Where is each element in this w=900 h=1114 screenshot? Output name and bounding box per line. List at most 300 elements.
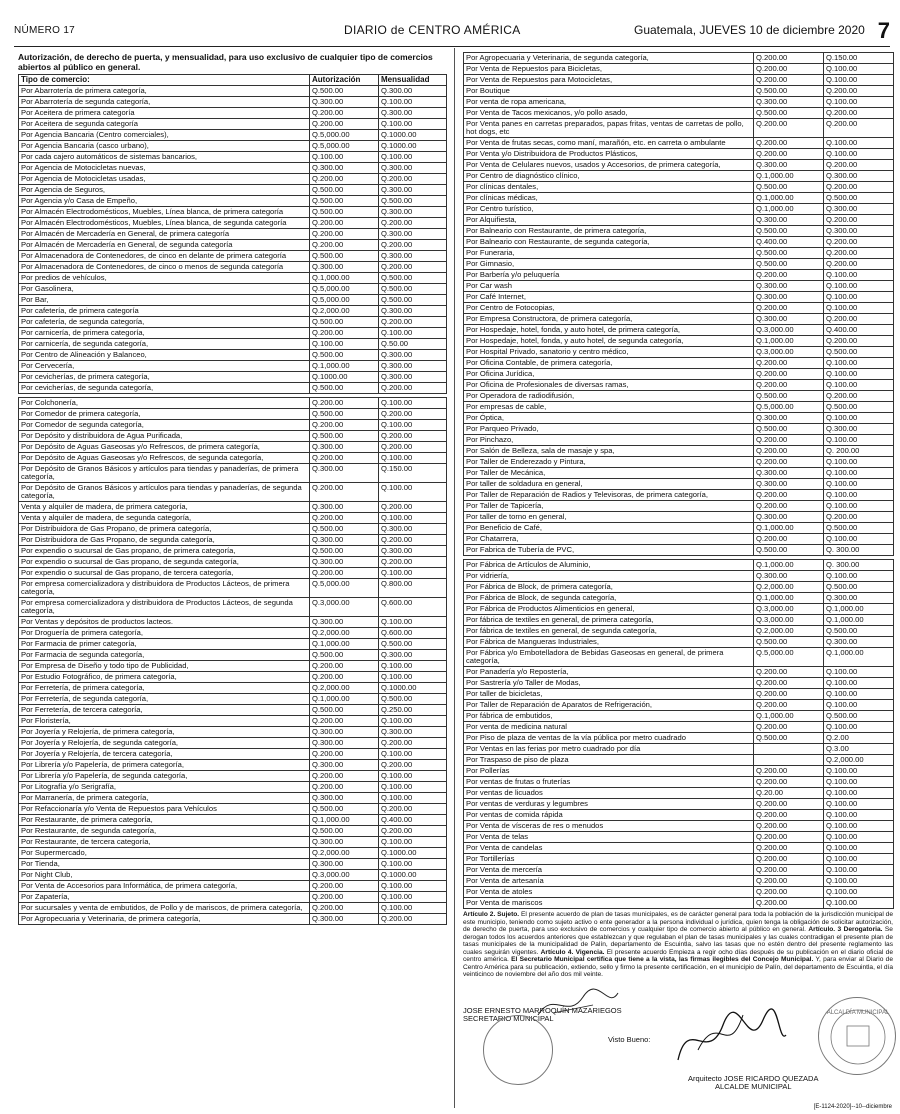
cell-authorization: Q.300.00 <box>310 557 379 568</box>
cell-monthly: Q.200.00 <box>379 383 447 394</box>
table-row <box>19 295 447 306</box>
cell-authorization: Q.500.00 <box>310 546 379 557</box>
cell-authorization: Q.300.00 <box>310 535 379 546</box>
cell-monthly: Q.100.00 <box>379 483 447 502</box>
mayor-name: Arquitecto JOSE RICARDO QUEZADA <box>688 1073 819 1083</box>
cell-monthly: Q.100.00 <box>824 876 894 887</box>
cell-authorization: Q.300.00 <box>754 292 824 303</box>
table-row <box>464 160 894 171</box>
cell-authorization: Q.200.00 <box>310 749 379 760</box>
cell-commerce-type: Por Restaurante, de primera categoría, <box>19 815 310 826</box>
cell-authorization: Q.3,000.00 <box>310 870 379 881</box>
table-row <box>19 431 447 442</box>
cell-authorization: Q.300.00 <box>754 571 824 582</box>
cell-commerce-type: Por venta de ropa americana, <box>464 97 754 108</box>
cell-monthly: Q.150.00 <box>824 53 894 64</box>
table-row <box>464 854 894 865</box>
cell-authorization: Q.1000.00 <box>310 372 379 383</box>
publication-code: [E-1124-2020]--10--diciembre <box>813 1104 892 1110</box>
mayor-seal <box>818 997 896 1075</box>
cell-commerce-type: Por Fábrica de Block, de segunda categoría, <box>464 593 754 604</box>
table-row <box>464 615 894 626</box>
table-row <box>19 716 447 727</box>
cell-commerce-type: Por Venta de candelas <box>464 843 754 854</box>
cell-commerce-type: Por Taller de Reparación de Aparatos de Refrigeración, <box>464 700 754 711</box>
cell-monthly: Q.100.00 <box>379 793 447 804</box>
table-row <box>464 457 894 468</box>
cell-monthly: Q.200.00 <box>379 535 447 546</box>
cell-commerce-type: Por Venta de mariscos <box>464 898 754 909</box>
table-row <box>464 171 894 182</box>
cell-monthly: Q.300.00 <box>379 650 447 661</box>
cell-commerce-type: Por Óptica, <box>464 413 754 424</box>
cell-authorization: Q.2,000.00 <box>310 683 379 694</box>
cell-monthly: Q.150.00 <box>379 464 447 483</box>
cell-monthly: Q.100.00 <box>824 810 894 821</box>
cell-commerce-type: Por Tienda, <box>19 859 310 870</box>
table-row <box>464 490 894 501</box>
cell-commerce-type: Por ventas de licuados <box>464 788 754 799</box>
table-row <box>464 435 894 446</box>
cell-monthly: Q.500.00 <box>824 582 894 593</box>
cell-authorization: Q.500.00 <box>754 226 824 237</box>
table-row <box>464 593 894 604</box>
table-row <box>464 648 894 667</box>
cell-authorization: Q.1,000.00 <box>754 204 824 215</box>
cell-monthly: Q.100.00 <box>379 617 447 628</box>
cell-authorization: Q.20.00 <box>754 788 824 799</box>
cell-authorization: Q.200.00 <box>754 887 824 898</box>
cell-monthly: Q.600.00 <box>379 598 447 617</box>
cell-monthly: Q.100.00 <box>824 667 894 678</box>
table-row <box>464 215 894 226</box>
visto-bueno-label: Visto Bueno: <box>608 1034 651 1044</box>
cell-monthly: Q.1000.00 <box>379 848 447 859</box>
cell-monthly: Q.100.00 <box>824 766 894 777</box>
cell-monthly: Q.100.00 <box>824 788 894 799</box>
table-row <box>19 661 447 672</box>
cell-monthly: Q.1000.00 <box>379 683 447 694</box>
cell-commerce-type: Por Agropecuaria y Veterinaria, de primera categoría, <box>19 914 310 925</box>
table-row <box>19 598 447 617</box>
cell-commerce-type: Por Abarrotería de segunda categoría, <box>19 97 310 108</box>
intro-text: Autorización, de derecho de puerta, y mensualidad, para uso exclusivo de cualquier tipo de comercios abiertos al público en general. <box>18 52 433 72</box>
cell-commerce-type: Por Venta de mercería <box>464 865 754 876</box>
cell-monthly: Q.100.00 <box>824 843 894 854</box>
table-row <box>19 207 447 218</box>
cell-monthly: Q.200.00 <box>824 182 894 193</box>
cell-monthly: Q.1,000.00 <box>824 604 894 615</box>
cell-commerce-type: Por Taller de Enderezado y Pintura, <box>464 457 754 468</box>
table-row <box>19 317 447 328</box>
table-row <box>464 637 894 648</box>
cell-authorization: Q.300.00 <box>310 163 379 174</box>
cell-authorization: Q.300.00 <box>310 760 379 771</box>
table-row <box>464 512 894 523</box>
cell-authorization: Q.1,000.00 <box>754 560 824 571</box>
cell-authorization: Q.2,000.00 <box>310 306 379 317</box>
cell-monthly: Q.200.00 <box>379 804 447 815</box>
cell-authorization: Q.300.00 <box>754 512 824 523</box>
table-row <box>19 579 447 598</box>
table-row <box>19 650 447 661</box>
table-row <box>19 398 447 409</box>
cell-authorization: Q.1,000.00 <box>310 639 379 650</box>
table-row <box>19 240 447 251</box>
cell-monthly: Q.100.00 <box>379 749 447 760</box>
table-row <box>464 501 894 512</box>
table-row <box>464 336 894 347</box>
cell-monthly: Q.100.00 <box>379 420 447 431</box>
cell-commerce-type: Por Zapatería, <box>19 892 310 903</box>
table-row <box>464 108 894 119</box>
cell-monthly: Q.100.00 <box>379 453 447 464</box>
table-row <box>464 744 894 755</box>
table-row <box>464 53 894 64</box>
cell-commerce-type: Por Agropecuaria y Veterinaria, de segunda categoría, <box>464 53 754 64</box>
table-row <box>19 383 447 394</box>
cell-commerce-type: Por Floristería, <box>19 716 310 727</box>
cell-monthly: Q.100.00 <box>824 303 894 314</box>
cell-commerce-type: Por Aceitera de primera categoría <box>19 108 310 119</box>
cell-monthly: Q.100.00 <box>824 358 894 369</box>
cell-commerce-type: Por Depósito y distribuidora de Agua Purificada, <box>19 431 310 442</box>
cell-monthly: Q.100.00 <box>824 413 894 424</box>
cell-monthly: Q.200.00 <box>379 502 447 513</box>
cell-monthly: Q.100.00 <box>824 369 894 380</box>
table-row <box>19 420 447 431</box>
header-type: Tipo de comercio: <box>19 75 310 86</box>
table-row <box>19 914 447 925</box>
cell-monthly: Q.300.00 <box>824 424 894 435</box>
signature-area <box>463 985 893 1095</box>
cell-monthly: Q.200.00 <box>379 760 447 771</box>
cell-commerce-type: Por Hospital Privado, sanatorio y centro médico, <box>464 347 754 358</box>
cell-commerce-type: Por Empresa de Diseño y todo tipo de Publicidad, <box>19 661 310 672</box>
cell-authorization: Q.100.00 <box>310 152 379 163</box>
cell-authorization: Q.1,000.00 <box>754 171 824 182</box>
table-row <box>19 339 447 350</box>
table-row <box>464 237 894 248</box>
table-row <box>19 815 447 826</box>
table-row <box>19 892 447 903</box>
cell-commerce-type: Por Car wash <box>464 281 754 292</box>
newspaper-name: DIARIO de CENTRO AMÉRICA <box>344 23 521 37</box>
table-row <box>464 678 894 689</box>
cell-monthly: Q.500.00 <box>824 193 894 204</box>
cell-monthly: Q.100.00 <box>824 678 894 689</box>
table-row <box>464 226 894 237</box>
table-row <box>19 350 447 361</box>
cell-commerce-type: Por Beneficio de Café, <box>464 523 754 534</box>
table-row <box>464 259 894 270</box>
cell-monthly: Q.200.00 <box>379 174 447 185</box>
table-row <box>19 483 447 502</box>
table-row <box>19 738 447 749</box>
table-row <box>464 711 894 722</box>
cell-authorization: Q.300.00 <box>754 413 824 424</box>
cell-commerce-type: Por Parqueo Privado, <box>464 424 754 435</box>
seal-emblem <box>819 998 897 1076</box>
table-row <box>19 804 447 815</box>
table-row <box>19 837 447 848</box>
table-row <box>19 130 447 141</box>
cell-monthly: Q.200.00 <box>379 442 447 453</box>
cell-commerce-type: Por Librería y/o Papelería, de segunda categoría, <box>19 771 310 782</box>
cell-monthly: Q.500.00 <box>379 196 447 207</box>
cell-commerce-type: Por Farmacia de segunda categoría, <box>19 650 310 661</box>
cell-authorization: Q.5,000.00 <box>754 648 824 667</box>
table-row <box>464 582 894 593</box>
cell-authorization: Q.500.00 <box>754 424 824 435</box>
table-row <box>19 218 447 229</box>
cell-commerce-type: Por Venta de atoles <box>464 887 754 898</box>
cell-monthly: Q.100.00 <box>379 903 447 914</box>
mayor-title: ALCALDE MUNICIPAL <box>714 1081 792 1091</box>
cell-authorization: Q.200.00 <box>754 777 824 788</box>
table-row <box>464 86 894 97</box>
cell-authorization: Q.1,000.00 <box>754 336 824 347</box>
secretary-signature <box>533 985 623 1025</box>
table-row <box>464 369 894 380</box>
table-row <box>464 733 894 744</box>
cell-authorization: Q.500.00 <box>310 251 379 262</box>
cell-monthly: Q.300.00 <box>379 86 447 97</box>
cell-authorization: Q.200.00 <box>310 903 379 914</box>
cell-monthly: Q.500.00 <box>379 639 447 650</box>
cell-commerce-type: Por Ferretería, de tercera categoría, <box>19 705 310 716</box>
cell-monthly: Q.100.00 <box>824 490 894 501</box>
cell-commerce-type: Por Almacén de Mercadería en General, de primera categoría <box>19 229 310 240</box>
table-row <box>464 347 894 358</box>
cell-commerce-type: Por Fabrica de Tubería de PVC, <box>464 545 754 556</box>
cell-commerce-type: Por Venta de frutas secas, como maní, marañón, etc. en carreta o ambulante <box>464 138 754 149</box>
cell-authorization: Q.5,000.00 <box>310 295 379 306</box>
secretary-title: SECRETARIO MUNICIPAL <box>463 1013 554 1023</box>
table-row <box>19 328 447 339</box>
cell-monthly: Q.300.00 <box>824 171 894 182</box>
cell-commerce-type: Por Empresa Constructora, de primera categoría, <box>464 314 754 325</box>
table-row <box>464 119 894 138</box>
cell-commerce-type: Por Boutique <box>464 86 754 97</box>
right-column <box>463 52 893 1095</box>
cell-monthly: Q.200.00 <box>824 160 894 171</box>
cell-monthly: Q.200.00 <box>379 317 447 328</box>
article-3-title: Artículo. 3 Derogatoria. <box>808 926 883 933</box>
cell-commerce-type: Por fábrica de textiles en general, de segunda categoría, <box>464 626 754 637</box>
cell-monthly: Q.100.00 <box>379 716 447 727</box>
cell-authorization: Q.500.00 <box>310 383 379 394</box>
cell-authorization: Q.200.00 <box>754 843 824 854</box>
table-row <box>464 138 894 149</box>
cell-monthly: Q.500.00 <box>824 626 894 637</box>
table-row <box>19 108 447 119</box>
cell-authorization: Q.300.00 <box>310 727 379 738</box>
cell-monthly: Q.300.00 <box>824 637 894 648</box>
cell-commerce-type: Por Colchonería, <box>19 398 310 409</box>
cell-monthly: Q.100.00 <box>824 700 894 711</box>
cell-authorization: Q.200.00 <box>754 799 824 810</box>
cell-commerce-type: Por Salón de Belleza, sala de masaje y spa, <box>464 446 754 457</box>
cell-authorization: Q.300.00 <box>754 468 824 479</box>
table-row <box>464 799 894 810</box>
cell-commerce-type: Por Farmacia de primer categoría, <box>19 639 310 650</box>
fees-table-right <box>463 52 894 909</box>
cell-commerce-type: Por Litografía y/o Serigrafía, <box>19 782 310 793</box>
table-row <box>464 810 894 821</box>
table-row <box>464 534 894 545</box>
cell-monthly: Q.200.00 <box>824 512 894 523</box>
table-row <box>464 777 894 788</box>
cell-authorization: Q.300.00 <box>310 97 379 108</box>
cell-monthly: Q.1000.00 <box>379 870 447 881</box>
cell-monthly: Q.300.00 <box>379 185 447 196</box>
cell-commerce-type: Por Venta y/o Distribuidora de Productos Plásticos, <box>464 149 754 160</box>
cell-authorization: Q.500.00 <box>754 248 824 259</box>
table-row <box>19 284 447 295</box>
cell-commerce-type: Por Taller de Tapicería, <box>464 501 754 512</box>
cell-authorization: Q.200.00 <box>310 398 379 409</box>
cell-authorization: Q.200.00 <box>754 270 824 281</box>
cell-commerce-type: Por Agencia de Motocicletas nuevas, <box>19 163 310 174</box>
cell-authorization: Q.1,000.00 <box>310 361 379 372</box>
table-row <box>19 848 447 859</box>
table-row <box>464 193 894 204</box>
cell-monthly: Q.200.00 <box>379 914 447 925</box>
cell-commerce-type: Por expendio o sucursal de Gas propano, de primera categoría, <box>19 546 310 557</box>
table-row <box>464 788 894 799</box>
article-4-title: Artículo 4. Vigencia. <box>540 948 605 956</box>
cell-authorization: Q.3,000.00 <box>310 598 379 617</box>
table-row <box>19 86 447 97</box>
cell-commerce-type: Por Depósito de Aguas Gaseosas y/o Refrescos, de primera categoría, <box>19 442 310 453</box>
cell-authorization: Q.1,000.00 <box>310 815 379 826</box>
cell-authorization: Q.300.00 <box>310 442 379 453</box>
table-row <box>19 870 447 881</box>
cell-monthly: Q.200.00 <box>824 108 894 119</box>
cell-commerce-type: Por fábrica de embutidos, <box>464 711 754 722</box>
cell-authorization: Q.200.00 <box>754 689 824 700</box>
cell-authorization: Q.200.00 <box>754 369 824 380</box>
table-row <box>19 141 447 152</box>
cell-monthly: Q.500.00 <box>824 347 894 358</box>
cell-monthly: Q.100.00 <box>379 837 447 848</box>
cell-monthly: Q.2,000.00 <box>824 755 894 766</box>
cell-authorization: Q.200.00 <box>754 898 824 909</box>
table-row <box>464 248 894 259</box>
cell-commerce-type: Por Venta de vísceras de res o menudos <box>464 821 754 832</box>
cell-commerce-type: Por Oficina de Profesionales de diversas ramas, <box>464 380 754 391</box>
cell-monthly: Q.200.00 <box>824 248 894 259</box>
table-row <box>464 545 894 556</box>
cell-monthly: Q.100.00 <box>824 571 894 582</box>
cell-monthly: Q.300.00 <box>379 207 447 218</box>
table-row <box>464 604 894 615</box>
cell-monthly: Q.300.00 <box>379 350 447 361</box>
cell-authorization: Q.500.00 <box>754 545 824 556</box>
cell-monthly: Q.300.00 <box>379 229 447 240</box>
cell-monthly: Q.100.00 <box>824 149 894 160</box>
table-row <box>19 152 447 163</box>
cell-authorization: Q.300.00 <box>754 281 824 292</box>
cell-commerce-type: Por Oficina Contable, de primera categoría, <box>464 358 754 369</box>
cell-commerce-type: Por Café Internet, <box>464 292 754 303</box>
cell-authorization: Q.200.00 <box>754 358 824 369</box>
cell-commerce-type: Por Gimnasio, <box>464 259 754 270</box>
table-row <box>464 325 894 336</box>
table-row <box>464 182 894 193</box>
cell-monthly: Q.300.00 <box>824 593 894 604</box>
cell-monthly: Q.100.00 <box>824 821 894 832</box>
cell-authorization: Q.300.00 <box>310 617 379 628</box>
cell-commerce-type: Por Comedor de segunda categoría, <box>19 420 310 431</box>
cell-commerce-type: Por Night Club, <box>19 870 310 881</box>
cell-authorization: Q.300.00 <box>754 97 824 108</box>
table-row <box>19 694 447 705</box>
table-row <box>464 571 894 582</box>
cell-authorization: Q.300.00 <box>310 859 379 870</box>
cell-authorization: Q.500.00 <box>310 431 379 442</box>
cell-monthly: Q.500.00 <box>824 523 894 534</box>
cell-monthly: Q.500.00 <box>379 295 447 306</box>
cell-commerce-type: Por cafetería, de primera categoría <box>19 306 310 317</box>
cell-monthly: Q.100.00 <box>824 832 894 843</box>
cell-monthly: Q.100.00 <box>824 722 894 733</box>
cell-commerce-type: Por Depósito de Granos Básicos y artículos para tiendas y panaderías, de primera categoría, <box>19 464 310 483</box>
cell-commerce-type: Por Ventas y depósitos de productos lacteos. <box>19 617 310 628</box>
cell-commerce-type: Por cevicherías, de primera categoría, <box>19 372 310 383</box>
cell-commerce-type: Por Chatarrera, <box>464 534 754 545</box>
cell-monthly: Q.300.00 <box>824 226 894 237</box>
cell-authorization: Q.200.00 <box>754 53 824 64</box>
cell-monthly: Q.200.00 <box>824 259 894 270</box>
cell-authorization: Q.500.00 <box>754 733 824 744</box>
table-row <box>19 464 447 483</box>
table-row <box>464 413 894 424</box>
cell-authorization: Q.200.00 <box>754 832 824 843</box>
cell-commerce-type: Por cafetería, de segunda categoría, <box>19 317 310 328</box>
cell-authorization: Q.400.00 <box>754 237 824 248</box>
table-row <box>464 204 894 215</box>
table-row <box>464 149 894 160</box>
cell-authorization: Q.200.00 <box>754 490 824 501</box>
cell-commerce-type: Por Gasolinera, <box>19 284 310 295</box>
cell-monthly: Q.300.00 <box>379 306 447 317</box>
cell-monthly: Q.100.00 <box>379 152 447 163</box>
cell-authorization: Q.300.00 <box>754 215 824 226</box>
cell-commerce-type: Por Depósito de Aguas Gaseosas y/o Refrescos, de segunda categoría, <box>19 453 310 464</box>
cell-commerce-type: Por Cervecería, <box>19 361 310 372</box>
table-row <box>464 560 894 571</box>
cell-commerce-type: Por Balneario con Restaurante, de primera categoría, <box>464 226 754 237</box>
cell-commerce-type: Por Pollerías <box>464 766 754 777</box>
table-row <box>19 163 447 174</box>
table-row <box>19 97 447 108</box>
cell-authorization: Q.1,000.00 <box>754 523 824 534</box>
cell-authorization: Q.500.00 <box>754 86 824 97</box>
table-row <box>464 887 894 898</box>
table-row <box>19 453 447 464</box>
table-row <box>464 479 894 490</box>
cell-commerce-type: Por Taller de Mecánica, <box>464 468 754 479</box>
table-row <box>19 251 447 262</box>
cell-commerce-type: Por Abarrotería de primera categoría, <box>19 86 310 97</box>
cell-commerce-type: Por Centro de diagnóstico clínico, <box>464 171 754 182</box>
cell-authorization: Q.5,000.00 <box>754 402 824 413</box>
cell-commerce-type: Por expendio o sucursal de Gas propano, de segunda categoría, <box>19 557 310 568</box>
cell-authorization: Q.200.00 <box>754 854 824 865</box>
cell-commerce-type: Por Aceitera de segunda categoría <box>19 119 310 130</box>
